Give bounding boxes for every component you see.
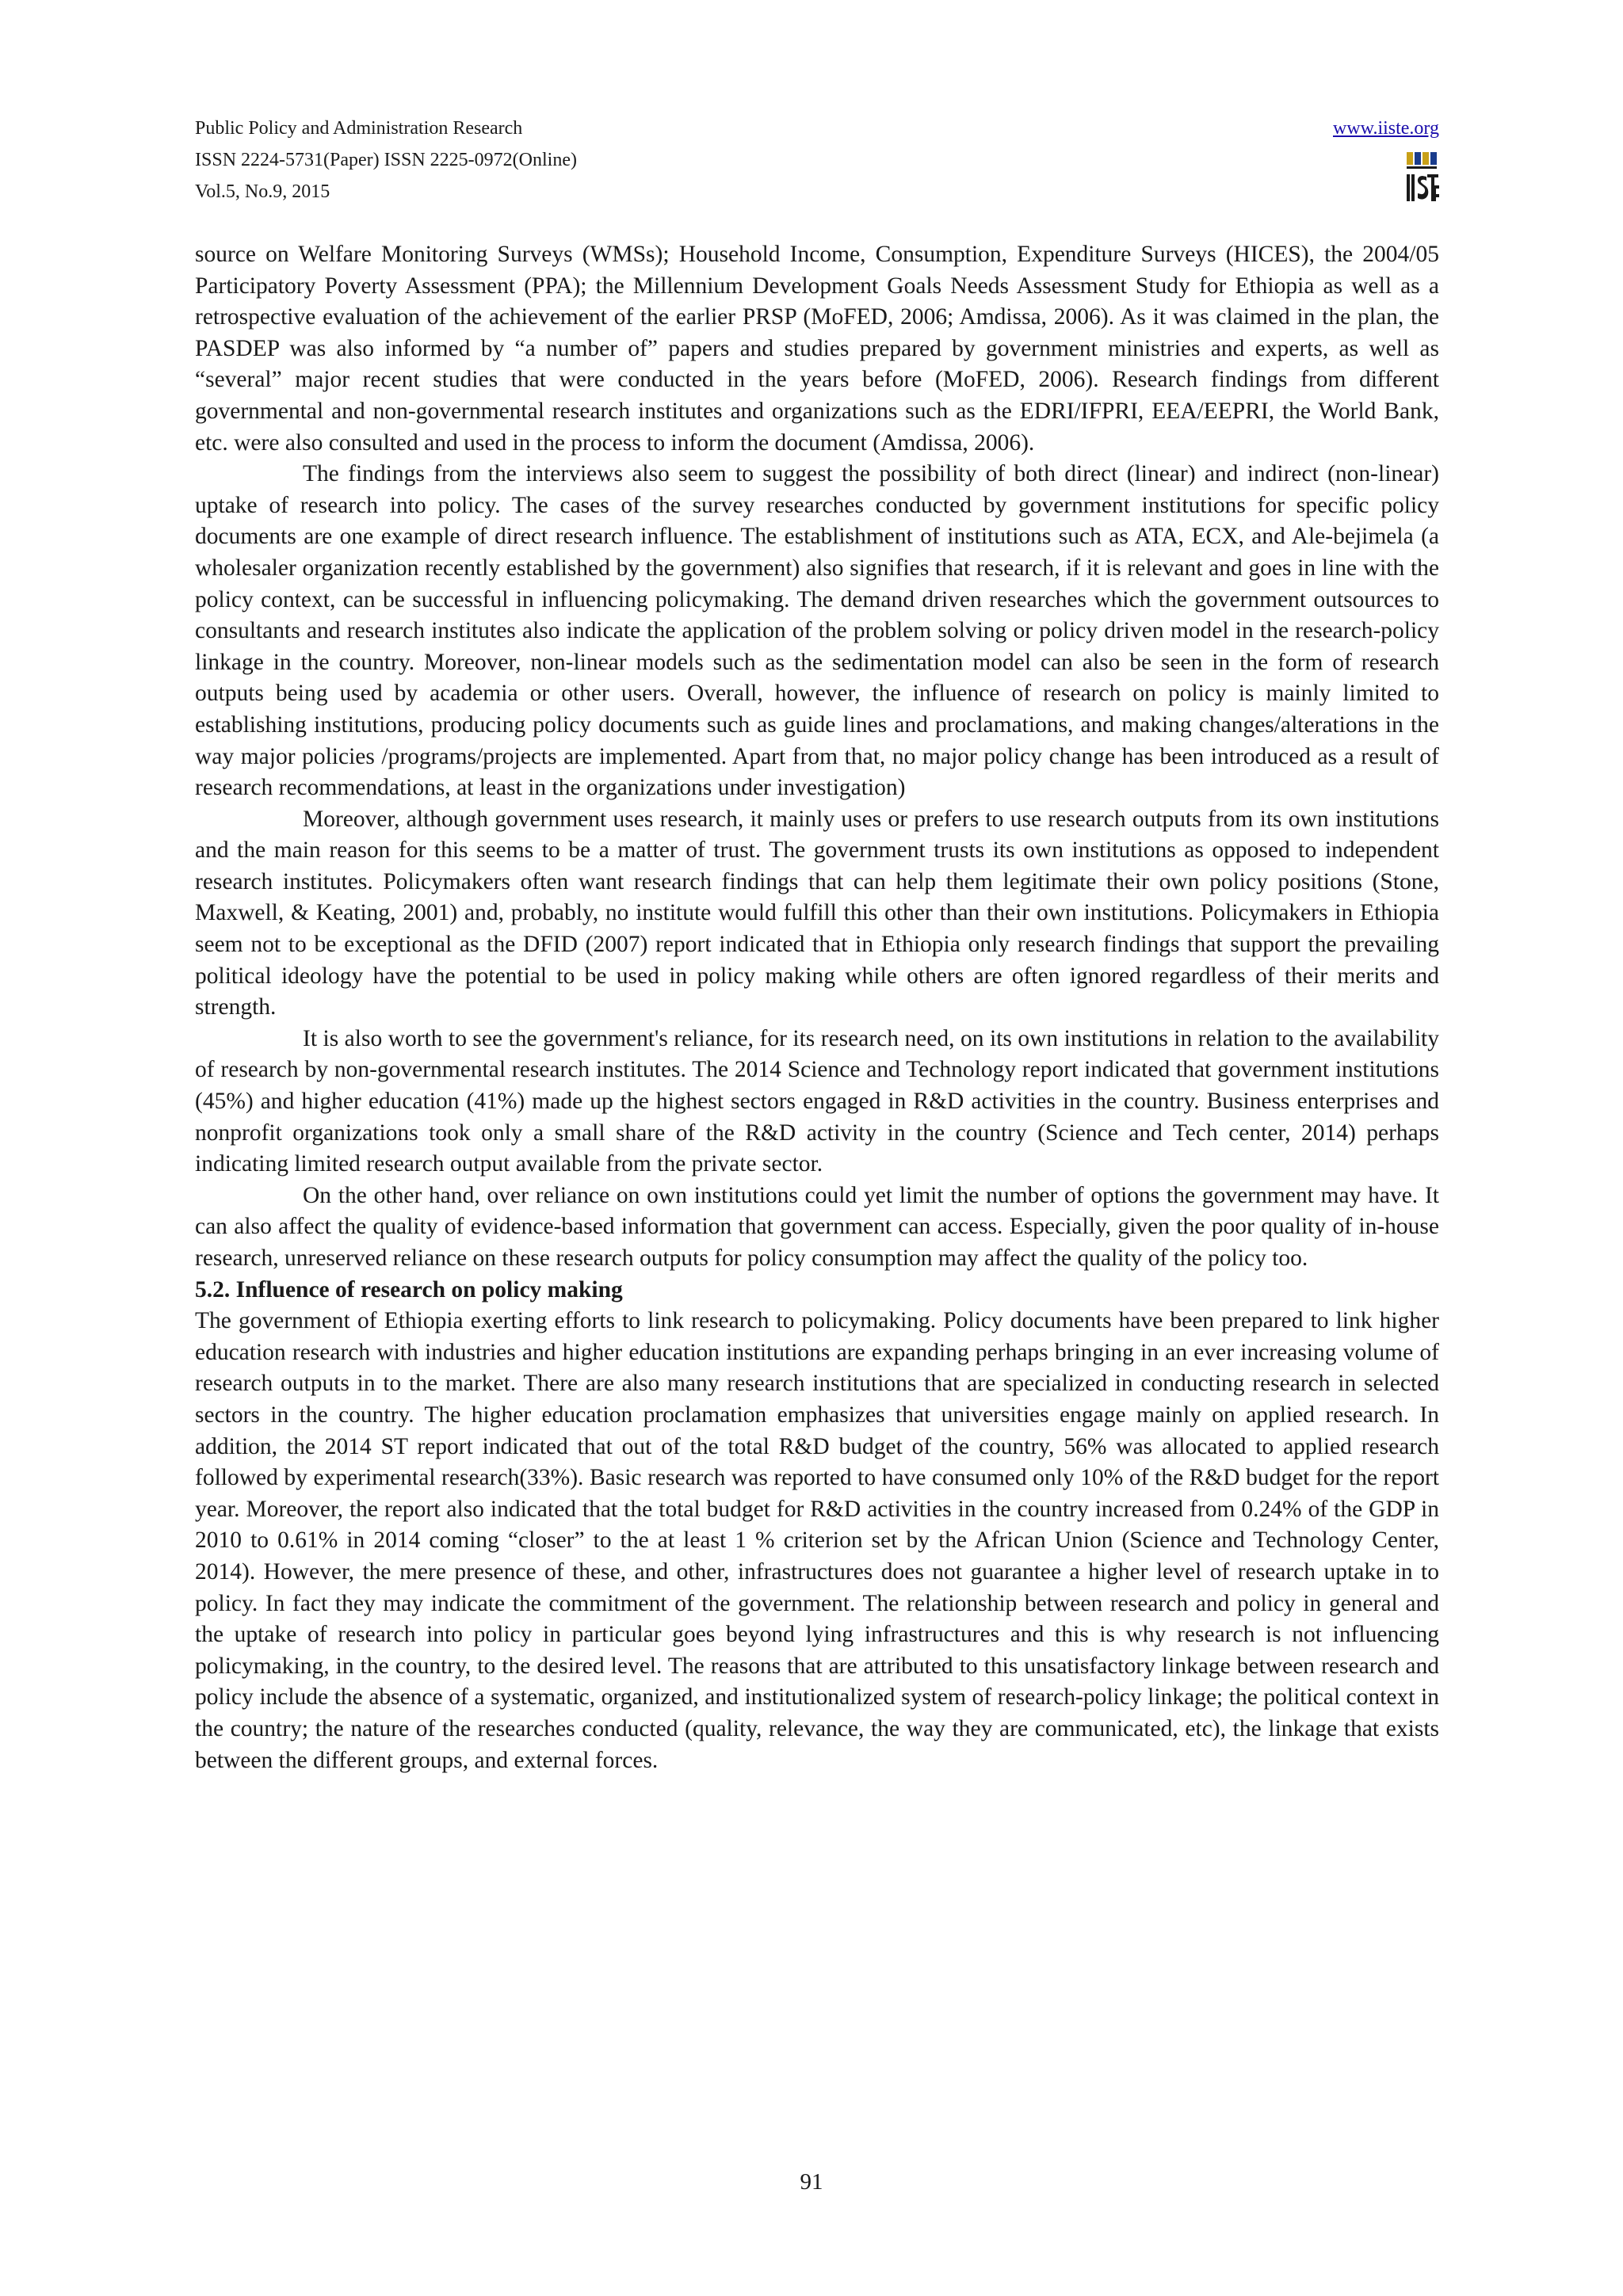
section-paragraph: The government of Ethiopia exerting efforts to link research to policymaking. Policy documents have been prepared to link higher education research with industries and higher education institutions are expanding perhaps bringing in an ever increasing volume of research outputs in to the market. There are also many research institutions that are specialized in conducting research in selected sectors in the country. The higher education proclamation emphasizes that universities engage mainly on applied research. In addition, the 2014 ST report indicated that out of the total R&D budget of the country, 56% was allocated to applied research followed by experimental research(33%). Basic research was reported to have consumed only 10% of the R&D budget for the report year. Moreover, the report also indicated that the total budget for R&D activities in the country increased from 0.24% of the GDP in 2010 to 0.61% in 2014 coming “closer” to the at least 1 % criterion set by the African Union (Science and Technology Center, 2014). However, the mere presence of these, and other, infrastructures does not guarantee a higher level of research uptake in to policy. In fact they may indicate the commitment of the government. The relationship between research and policy in general and the uptake of research into policy in particular goes beyond lying infrastructures and this is why research is not influencing policymaking, in the country, to the desired level. The reasons that are attributed to this unsatisfactory linkage between research and policy include the absence of a systematic, organized, and institutionalized system of research-policy linkage; the political context in the country; the nature of the researches conducted (quality, relevance, the way they are communicated, etc), the linkage that exists between the different groups, and external forces.	[195, 1308, 1439, 1773]
paragraph: On the other hand, over reliance on own institutions could yet limit the number of options the government may have. It can also affect the quality of evidence-based information that government can access. Especially, given the poor quality of in-house research, unreserved reliance on these research outputs for policy consumption may affect the quality of the policy too.	[195, 1182, 1439, 1271]
journal-issn: ISSN 2224-5731(Paper) ISSN 2225-0972(Online)	[195, 150, 577, 170]
paragraph: Moreover, although government uses research, it mainly uses or prefers to use research outputs from its own institutions and the main reason for this seems to be a matter of trust. The government trusts its own institutions as opposed to independent research institutes. Policymakers often want research findings that can help them legitimate their own policy positions (Stone, Maxwell, & Keating, 2001) and, probably, no institute would fulfill this other than their own institutions. Policymakers in Ethiopia seem not to be exceptional as the DFID (2007) report indicated that in Ethiopia only research findings that support the prevailing political ideology have the potential to be used in policy making while others are often ignored regardless of their merits and strength.	[195, 806, 1439, 1020]
paragraph: The findings from the interviews also seem to suggest the possibility of both direct (linear) and indirect (non-linear) uptake of research into policy. The cases of the survey researches conducted by government institutions for specific policy documents are one example of direct research influence. The establishment of institutions such as ATA, ECX, and Ale-bejimela (a wholesaler organization recently established by the government) also signifies that research, if it is relevant and goes in line with the policy context, can be successful in influencing policymaking. The demand driven researches which the government outsources to consultants and research institutes also indicate the application of the problem solving or policy driven model in the research-policy linkage in the country. Moreover, non-linear models such as the sedimentation model can also be seen in the form of research outputs being used by academia or other users. Overall, however, the influence of research on policy is mainly limited to establishing institutions, producing policy documents such as guide lines and proclamations, and making changes/alterations in the way major policies /programs/projects are implemented. Apart from that, no major policy change has been introduced as a result of research recommendations, at least in the organizations under investigation)	[195, 461, 1439, 801]
journal-meta	[195, 113, 577, 208]
iiste-logo-icon	[1406, 149, 1439, 206]
journal-title: Public Policy and Administration Research	[195, 118, 523, 139]
journal-volume: Vol.5, No.9, 2015	[195, 181, 330, 202]
article-body	[195, 239, 1439, 1776]
paragraph: It is also worth to see the government's reliance, for its research need, on its own institutions in relation to the availability of research by non-governmental research institutes. The 2014 Science and Technology report indicated that government institutions (45%) and higher education (41%) made up the highest sectors engaged in R&D activities in the country. Business enterprises and nonprofit organizations took only a small share of the R&D activity in the country (Science and Tech center, 2014) perhaps indicating limited research output available from the private sector.	[195, 1025, 1439, 1177]
journal-website-link[interactable]: www.iiste.org	[1333, 118, 1439, 139]
page-header	[195, 113, 1439, 208]
paragraph-continued: source on Welfare Monitoring Surveys (WMSs); Household Income, Consumption, Expenditure Surveys (HICES), the 2004/05 Participatory Poverty Assessment (PPA); the Millennium Development Goals Needs Assessment Study for Ethiopia as well as a retrospective evaluation of the achievement of the earlier PRSP (MoFED, 2006; Amdissa, 2006). As it was claimed in the plan, the PASDEP was also informed by “a number of” papers and studies prepared by government ministries and experts, as well as “several” major recent studies that were conducted in the years before (MoFED, 2006). Research findings from different governmental and non-governmental research institutes and organizations such as the EDRI/IFPRI, EEA/EEPRI, the World Bank, etc. were also consulted and used in the process to inform the document (Amdissa, 2006).	[195, 242, 1439, 456]
page-number: 91	[800, 2169, 823, 2195]
section-heading: 5.2. Influence of research on policy making	[195, 1276, 623, 1302]
